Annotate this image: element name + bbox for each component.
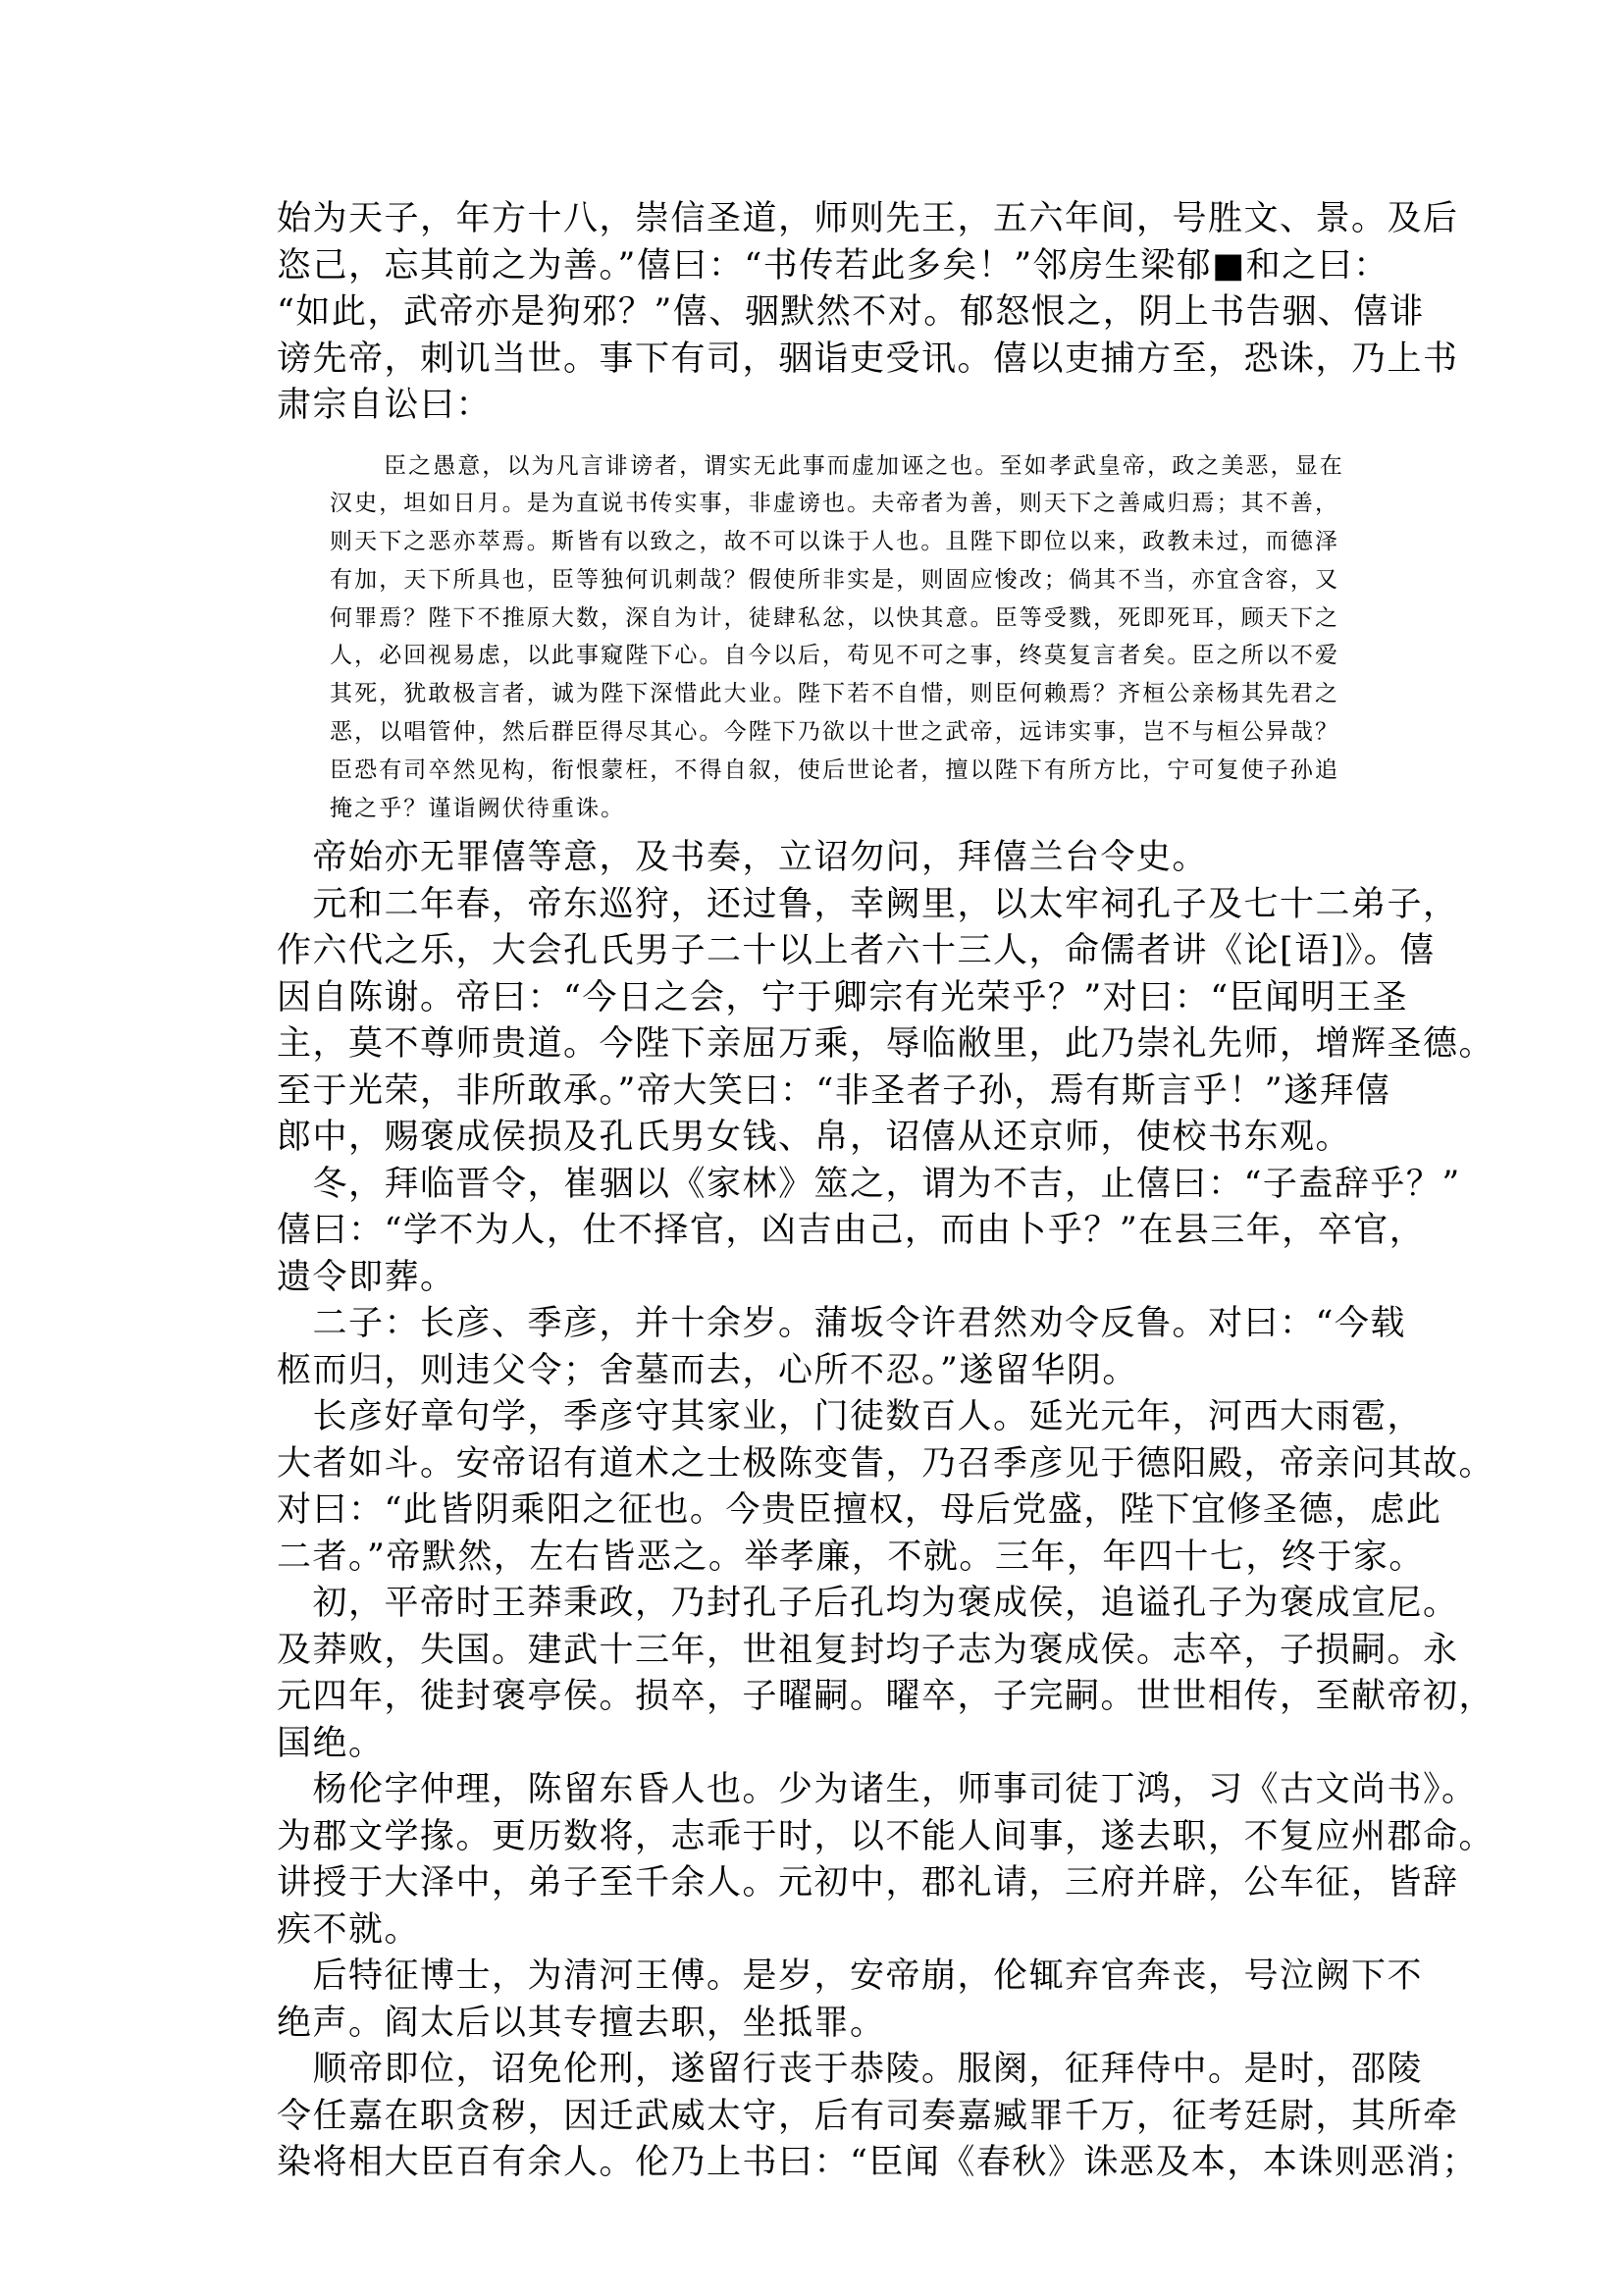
text-line: 僖曰：“学不为人，仕不择官，凶吉由己，而由卜乎？”在县三年，卒官， xyxy=(277,1211,1426,1251)
text-line: 冬，拜临晋令，崔骃以《家林》筮之，谓为不吉，止僖曰：“子盍辞乎？” xyxy=(277,1164,1461,1204)
quote-line: 恶，以唱管仲，然后群臣得尽其心。今陛下乃欲以十世之武帝，远讳实事，岂不与桓公异哉？ xyxy=(330,719,1340,746)
quote-line: 则天下之恶亦萃焉。斯皆有以致之，故不可以诛于人也。且陛下即位以来，政教未过，而德泽 xyxy=(330,529,1340,555)
text-line: 因自陈谢。帝曰：“今日之会，宁于卿宗有光荣乎？”对曰：“臣闻明王圣 xyxy=(277,977,1409,1017)
text-line: 疾不就。 xyxy=(277,1909,421,1950)
text-line: 对曰：“此皆阴乘阳之征也。今贵臣擅权，母后党盛，陛下宜修圣德，虑此 xyxy=(277,1490,1442,1531)
text-line: 绝声。阎太后以其专擅去职，坐抵罪。 xyxy=(277,2003,886,2043)
text-line: 肃宗自讼曰： xyxy=(277,386,493,425)
text-line: 初，平帝时王莽秉政，乃封孔子后孔均为褒成侯，追谥孔子为褒成宣尼。 xyxy=(277,1584,1459,1624)
text-line: 始为天子，年方十八，崇信圣道，师则先王，五六年间，号胜文、景。及后 xyxy=(277,199,1459,238)
text-line: 二者。”帝默然，左右皆恶之。举孝廉，不就。三年，年四十七，终于家。 xyxy=(277,1537,1425,1577)
text-line: 杨伦字仲理，陈留东昏人也。少为诸生，师事司徒丁鸿，习《古文尚书》。 xyxy=(277,1770,1478,1810)
text-line: 元四年，徙封褒亭侯。损卒，子曜嗣。曜卒，子完嗣。世世相传，至献帝初， xyxy=(277,1677,1495,1717)
text-line: 谤先帝，刺讥当世。事下有司，骃诣吏受讯。僖以吏捕方至，恐诛，乃上书 xyxy=(277,339,1459,379)
quote-line: 何罪焉？陛下不推原大数，深自为计，徒肆私忿，以快其意。臣等受戮，死即死耳，顾天下之 xyxy=(330,604,1340,631)
text-line: 帝始亦无罪僖等意，及书奏，立诏勿问，拜僖兰台令史。 xyxy=(277,838,1209,878)
text-line: 元和二年春，帝东巡狩，还过鲁，幸阙里，以太牢祠孔子及七十二弟子， xyxy=(277,884,1459,924)
quote-line: 汉史，坦如日月。是为直说书传实事，非虚谤也。夫帝者为善，则天下之善咸归焉；其不善， xyxy=(330,491,1340,517)
text-line: “如此，武帝亦是狗邪？”僖、骃默然不对。郁怒恨之，阴上书告骃、僖诽 xyxy=(277,292,1426,332)
text-line: 二子：长彦、季彦，并十余岁。蒲坂令许君然劝令反鲁。对曰：“今载 xyxy=(277,1304,1406,1344)
text-line: 遗令即葬。 xyxy=(277,1257,456,1297)
text-line: 恣己，忘其前之为善。”僖曰：“书传若此多矣！”邻房生梁郁■和之曰： xyxy=(277,245,1389,286)
memorial-quote-block xyxy=(277,447,1368,828)
text-line: 染将相大臣百有余人。伦乃上书曰：“臣闻《春秋》诛恶及本，本诛则恶消； xyxy=(277,2143,1478,2183)
text-line: 作六代之乐，大会孔氏男子二十以上者六十三人，命儒者讲《论[语]》。僖 xyxy=(277,931,1436,971)
quote-line: 其死，犹敢极言者，诚为陛下深惜此大业。陛下若不自惜，则臣何赖焉？齐桓公亲杨其先君之 xyxy=(330,681,1340,707)
text-line: 大者如斗。安帝诏有道术之士极陈变眚，乃召季彦见于德阳殿，帝亲问其故。 xyxy=(277,1443,1495,1484)
quote-line: 掩之乎？谨诣阙伏待重诛。 xyxy=(330,795,626,821)
text-line: 主，莫不尊师贵道。今陛下亲屈万乘，辱临敝里，此乃崇礼先师，增辉圣德。 xyxy=(277,1024,1495,1065)
text-line: 郎中，赐褒成侯损及孔氏男女钱、帛，诏僖从还京师，使校书东观。 xyxy=(277,1118,1352,1158)
text-line: 顺帝即位，诏免伦刑，遂留行丧于恭陵。服阕，征拜侍中。是时，邵陵 xyxy=(277,2050,1424,2090)
document-page xyxy=(277,196,1495,2187)
text-line: 后特征博士，为清河王傅。是岁，安帝崩，伦辄弃官奔丧，号泣阙下不 xyxy=(277,1956,1424,1997)
opening-paragraph xyxy=(277,196,1459,430)
text-line: 为郡文学掾。更历数将，志乖于时，以不能人间事，遂去职，不复应州郡命。 xyxy=(277,1816,1495,1856)
text-line: 及莽败，失国。建武十三年，世祖复封均子志为褒成侯。志卒，子损嗣。永 xyxy=(277,1630,1459,1670)
text-line: 令任嘉在职贪秽，因迁武威太守，后有司奏嘉臧罪千万，征考廷尉，其所牵 xyxy=(277,2096,1459,2136)
text-line: 讲授于大泽中，弟子至千余人。元初中，郡礼请，三府并辟，公车征，皆辞 xyxy=(277,1863,1459,1903)
text-line: 柩而归，则违父令；舍墓而去，心所不忍。”遂留华阴。 xyxy=(277,1350,1138,1390)
main-body-text xyxy=(277,835,1495,2187)
quote-line: 臣恐有司卒然见构，衔恨蒙枉，不得自叙，使后世论者，擅以陛下有所方比，宁可复使子孙追 xyxy=(330,756,1340,783)
text-line: 国绝。 xyxy=(277,1723,385,1763)
text-line: 至于光荣，非所敢承。”帝大笑曰：“非圣者子孙，焉有斯言乎！”遂拜僖 xyxy=(277,1070,1391,1111)
quote-line: 臣之愚意，以为凡言诽谤者，谓实无此事而虚加诬之也。至如孝武皇帝，政之美恶，显在 xyxy=(384,452,1344,479)
text-line: 长彦好章句学，季彦守其家业，门徒数百人。延光元年，河西大雨雹， xyxy=(277,1397,1424,1437)
quote-line: 有加，天下所具也，臣等独何讥刺哉？假使所非实是，则固应悛改；倘其不当，亦宜含容，又 xyxy=(330,566,1340,593)
quote-line: 人，必回视易虑，以此事窥陛下心。自今以后，苟见不可之事，终莫复言者矣。臣之所以不爱 xyxy=(330,643,1340,669)
